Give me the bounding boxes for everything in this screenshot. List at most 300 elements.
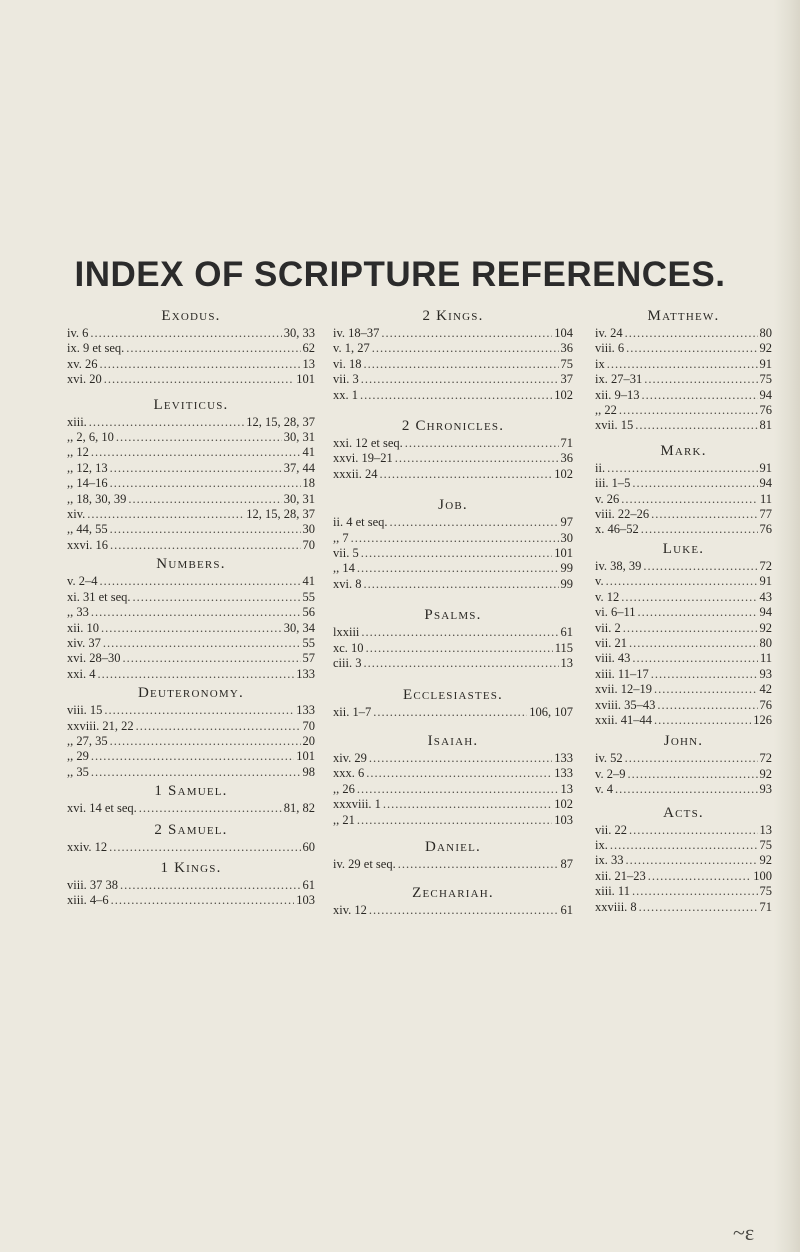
dot-leader [91, 605, 301, 620]
index-section [595, 806, 772, 915]
dot-leader [635, 418, 757, 433]
index-entry [67, 605, 315, 620]
book-heading: Leviticus. [153, 396, 229, 413]
scripture-reference: xxxii. 24 [333, 466, 378, 481]
index-entry [595, 605, 772, 620]
scripture-reference: v. 2–4 [67, 574, 98, 589]
page-numbers: 76 [759, 522, 772, 537]
page-numbers: 103 [296, 893, 315, 908]
scripture-reference: v. 4 [595, 782, 613, 797]
dot-leader [619, 403, 758, 418]
dot-leader [390, 515, 559, 530]
dot-leader [651, 507, 757, 522]
scripture-reference: vii. 22 [595, 822, 627, 837]
index-entry [595, 713, 772, 728]
index-entry [595, 636, 772, 651]
index-entry [67, 357, 315, 372]
scripture-reference: ,, 12, 13 [67, 460, 108, 475]
scripture-reference: xi. 31 et seq. [67, 589, 131, 604]
index-entry [595, 651, 772, 666]
dot-leader [91, 445, 301, 460]
index-entry [595, 900, 772, 915]
dot-leader [357, 782, 559, 797]
page-numbers: 92 [759, 766, 772, 781]
scripture-reference: xxviii. 21, 22 [67, 718, 134, 733]
page-numbers: 61 [560, 625, 573, 640]
scripture-reference: ,, 27, 35 [67, 733, 108, 748]
page-numbers: 92 [759, 853, 772, 868]
dot-leader [360, 388, 552, 403]
dot-leader [606, 574, 758, 589]
book-heading: Mark. [660, 442, 707, 459]
dot-leader [625, 853, 757, 868]
dot-leader [643, 559, 757, 574]
index-entry [67, 801, 315, 816]
dot-leader [91, 765, 301, 780]
page-numbers: 18 [302, 476, 315, 491]
index-entry [333, 436, 573, 451]
scripture-reference: ,, 33 [67, 605, 89, 620]
page-numbers: 77 [759, 507, 772, 522]
scripture-reference: xii. 9–13 [595, 387, 640, 402]
dot-leader [395, 451, 559, 466]
index-entry [595, 574, 772, 589]
page-numbers: 99 [560, 561, 573, 576]
dot-leader [621, 590, 757, 605]
scripture-reference: lxxiii [333, 625, 360, 640]
dot-leader [626, 341, 757, 356]
index-entry [595, 767, 772, 782]
index-entry [333, 656, 573, 671]
dot-leader [110, 522, 301, 537]
page-numbers: 37 [560, 372, 573, 387]
page-numbers: 75 [759, 837, 772, 852]
dot-leader [111, 893, 295, 908]
dot-leader [632, 884, 758, 899]
page-title: INDEX OF SCRIPTURE REFERENCES. [74, 255, 726, 295]
dot-leader [357, 813, 552, 828]
page-numbers: 102 [554, 387, 573, 402]
page-numbers: 76 [759, 697, 772, 712]
scripture-reference: xii. 21–23 [595, 868, 646, 883]
dot-leader [366, 766, 552, 781]
dot-leader [644, 372, 757, 387]
dot-leader [641, 388, 757, 403]
index-section [67, 398, 315, 554]
scripture-reference: v. 2–9 [595, 766, 626, 781]
page-numbers: 30 [302, 522, 315, 537]
index-entry [67, 415, 315, 430]
dot-leader [379, 467, 552, 482]
page-numbers: 71 [560, 436, 573, 451]
dot-leader [89, 415, 244, 430]
index-entry [333, 451, 573, 466]
page-numbers: 94 [759, 605, 772, 620]
page-numbers: 13 [759, 822, 772, 837]
scripture-reference: xiii. 4–6 [67, 893, 109, 908]
index-entry [595, 418, 772, 433]
index-entry [595, 869, 772, 884]
index-entry [333, 782, 573, 797]
scripture-reference: xvi. 28–30 [67, 651, 121, 666]
dot-leader [91, 749, 294, 764]
dot-leader [654, 713, 751, 728]
scripture-reference: viii. 6 [595, 341, 625, 356]
index-section [333, 688, 573, 720]
index-section [333, 734, 573, 828]
page-numbers: 98 [302, 764, 315, 779]
index-entry [333, 326, 573, 341]
scripture-reference: ,, 35 [67, 764, 89, 779]
book-heading: Daniel. [425, 838, 481, 855]
index-entry [67, 878, 315, 893]
dot-leader [87, 507, 244, 522]
dot-leader [641, 522, 758, 537]
page-numbers: 80 [759, 326, 772, 340]
index-entry [67, 636, 315, 651]
page-numbers: 92 [759, 341, 772, 356]
page-numbers: 81, 82 [283, 801, 315, 816]
page-numbers: 80 [759, 635, 772, 650]
scripture-reference: xxvi. 19–21 [333, 451, 393, 466]
scripture-reference: xiv. 12 [333, 903, 367, 918]
scripture-reference: ,, 26 [333, 781, 355, 796]
index-entry [67, 667, 315, 682]
dot-leader [607, 357, 758, 372]
scripture-reference: ix. 33 [595, 853, 624, 868]
index-section [67, 309, 315, 388]
index-entry [595, 751, 772, 766]
index-entry [67, 651, 315, 666]
page-corner-mark: ~ɛ [733, 1220, 755, 1245]
dot-leader [110, 461, 282, 476]
page-numbers: 76 [759, 403, 772, 418]
scripture-reference: ,, 29 [67, 749, 89, 764]
index-entry [333, 388, 573, 403]
index-entry [333, 531, 573, 546]
page-numbers: 61 [302, 877, 315, 892]
page-numbers: 101 [296, 749, 315, 764]
index-entry [67, 749, 315, 764]
index-entry [333, 341, 573, 356]
scripture-reference: xxx. 6 [333, 766, 365, 781]
scripture-reference: iv. 38, 39 [595, 558, 642, 573]
page-numbers: 56 [302, 605, 315, 620]
index-entry [595, 372, 772, 387]
dot-leader [361, 372, 559, 387]
dot-leader [357, 561, 559, 576]
dot-leader [398, 857, 559, 872]
index-entry [67, 461, 315, 476]
book-heading: Zechariah. [412, 885, 494, 902]
index-entry [67, 538, 315, 553]
dot-leader [361, 546, 553, 561]
book-heading: Job. [438, 497, 468, 514]
book-heading: Exodus. [161, 308, 221, 324]
page-numbers: 99 [560, 576, 573, 591]
page-numbers: 101 [554, 546, 573, 561]
dot-leader [363, 656, 558, 671]
index-entry [333, 797, 573, 812]
scripture-reference: vi. 6–11 [595, 605, 636, 620]
scripture-reference: iv. 18–37 [333, 326, 380, 340]
index-entry [333, 751, 573, 766]
page-numbers: 13 [560, 656, 573, 671]
index-entry [67, 703, 315, 718]
scripture-reference: xiv. 37 [67, 635, 101, 650]
index-entry [333, 561, 573, 576]
scripture-reference: xii. 10 [67, 620, 99, 635]
scripture-reference: ii. [595, 460, 606, 475]
dot-leader [615, 782, 758, 797]
dot-leader [610, 838, 758, 853]
page-numbers: 12, 15, 28, 37 [246, 414, 315, 429]
page-numbers: 81 [759, 418, 772, 433]
page-numbers: 133 [296, 666, 315, 681]
index-entry [595, 522, 772, 537]
scripture-reference: ,, 14 [333, 561, 355, 576]
book-heading: John. [663, 733, 704, 750]
index-entry [67, 840, 315, 855]
index-section [67, 686, 315, 780]
scripture-reference: vii. 3 [333, 372, 359, 387]
index-entry [333, 577, 573, 592]
book-heading: Acts. [663, 804, 704, 821]
page-numbers: 75 [560, 356, 573, 371]
index-entry [595, 559, 772, 574]
index-section [67, 557, 315, 682]
page-numbers: 93 [759, 666, 772, 681]
index-section [333, 498, 573, 592]
page-numbers: 42 [759, 682, 772, 697]
index-entry [67, 734, 315, 749]
dot-leader [120, 878, 300, 893]
dot-leader [383, 797, 552, 812]
scripture-reference: vi. 18 [333, 356, 362, 371]
dot-leader [651, 667, 758, 682]
index-section [333, 309, 573, 403]
page-numbers: 133 [554, 766, 573, 781]
page-numbers: 92 [759, 620, 772, 635]
scripture-reference: vii. 5 [333, 546, 359, 561]
page-numbers: 30, 33 [283, 326, 315, 340]
dot-leader [122, 651, 300, 666]
dot-leader [351, 531, 559, 546]
scripture-reference: ,, 14–16 [67, 476, 108, 491]
index-section [333, 419, 573, 482]
page-numbers: 30, 31 [283, 491, 315, 506]
book-heading: Matthew. [647, 308, 720, 324]
dot-leader [373, 705, 527, 720]
page-numbers: 101 [296, 372, 315, 387]
index-entry [333, 857, 573, 872]
scripture-reference: xxviii. 8 [595, 899, 637, 914]
index-entry [595, 698, 772, 713]
scripture-reference: ix. 9 et seq. [67, 341, 125, 356]
index-section [67, 784, 315, 816]
index-entry [67, 522, 315, 537]
index-entry [333, 625, 573, 640]
index-entry [67, 445, 315, 460]
dot-leader [99, 357, 300, 372]
scripture-reference: viii. 37 38 [67, 877, 119, 892]
scripture-reference: xvii. 12–19 [595, 682, 652, 697]
dot-leader [109, 840, 300, 855]
scripture-reference: iii. 1–5 [595, 476, 631, 491]
scripture-reference: xiv. [67, 507, 86, 522]
dot-leader [405, 436, 559, 451]
scripture-reference: xiii. [67, 414, 87, 429]
page-numbers: 55 [302, 589, 315, 604]
dot-leader [126, 341, 300, 356]
page-numbers: 94 [759, 387, 772, 402]
index-entry [67, 574, 315, 589]
page-numbers: 75 [759, 884, 772, 899]
page-numbers: 72 [759, 751, 772, 766]
dot-leader [97, 667, 294, 682]
page-numbers: 133 [296, 703, 315, 718]
page-numbers: 30, 31 [283, 430, 315, 445]
dot-leader [110, 734, 301, 749]
scripture-reference: ix [595, 356, 605, 371]
page-numbers: 100 [753, 868, 772, 883]
page-numbers: 104 [554, 326, 573, 340]
index-entry [333, 705, 573, 720]
page-numbers: 106, 107 [529, 704, 573, 719]
page-numbers: 61 [560, 903, 573, 918]
index-entry [595, 341, 772, 356]
page-numbers: 97 [560, 515, 573, 530]
scripture-reference: xxxviii. 1 [333, 797, 381, 812]
page-numbers: 11 [759, 651, 772, 666]
scripture-reference: ix. [595, 837, 608, 852]
dot-leader [366, 641, 553, 656]
page-numbers: 93 [759, 782, 772, 797]
scripture-reference: viii. 43 [595, 651, 631, 666]
scripture-reference: ix. 27–31 [595, 372, 643, 387]
index-entry [333, 766, 573, 781]
dot-leader [116, 430, 282, 445]
scripture-reference: xx. 1 [333, 387, 358, 402]
index-entry [67, 507, 315, 522]
index-entry [595, 682, 772, 697]
index-entry [67, 341, 315, 356]
scripture-reference: ,, 21 [333, 812, 355, 827]
index-entry [595, 782, 772, 797]
book-heading: 1 Kings. [160, 859, 222, 876]
index-column-1 [67, 305, 315, 909]
page-numbers: 94 [759, 476, 772, 491]
dot-leader [136, 719, 301, 734]
page-numbers: 103 [554, 812, 573, 827]
index-entry [333, 515, 573, 530]
dot-leader [103, 636, 301, 651]
dot-leader [639, 900, 758, 915]
scripture-reference: x. 46–52 [595, 522, 639, 537]
page-numbers: 87 [560, 856, 573, 871]
index-entry [595, 326, 772, 341]
index-entry [67, 590, 315, 605]
index-entry [595, 492, 772, 507]
page-numbers: 41 [302, 445, 315, 460]
scripture-reference: xxi. 12 et seq. [333, 436, 403, 451]
page-numbers: 36 [560, 341, 573, 356]
index-entry [333, 546, 573, 561]
page-numbers: 57 [302, 651, 315, 666]
scripture-reference: xiv. 29 [333, 750, 367, 765]
page-numbers: 72 [759, 558, 772, 573]
dot-leader [381, 326, 552, 341]
page-numbers: 36 [560, 451, 573, 466]
page-numbers: 70 [302, 718, 315, 733]
index-entry [67, 372, 315, 387]
dot-leader [629, 823, 758, 838]
scripture-reference: ,, 7 [333, 530, 349, 545]
index-entry [595, 461, 772, 476]
scripture-reference: iv. 29 et seq. [333, 856, 396, 871]
dot-leader [110, 476, 301, 491]
index-entry [595, 667, 772, 682]
page-numbers: 133 [554, 750, 573, 765]
dot-leader [629, 636, 758, 651]
scripture-reference: vii. 21 [595, 635, 627, 650]
scripture-reference: xiii. 11–17 [595, 666, 649, 681]
index-entry [595, 403, 772, 418]
dot-leader [623, 621, 758, 636]
scripture-reference: viii. 15 [67, 703, 103, 718]
dot-leader [101, 621, 282, 636]
page-numbers: 11 [759, 491, 772, 506]
page-numbers: 30, 34 [283, 620, 315, 635]
index-section [595, 309, 772, 434]
page-edge [774, 0, 800, 1252]
scripture-reference: ,, 18, 30, 39 [67, 491, 127, 506]
dot-leader [648, 869, 752, 884]
page-numbers: 41 [302, 574, 315, 589]
index-section [67, 861, 315, 909]
dot-leader [627, 767, 757, 782]
dot-leader [90, 326, 281, 341]
dot-leader [363, 577, 558, 592]
scripture-reference: ,, 2, 6, 10 [67, 430, 114, 445]
index-section [595, 734, 772, 797]
scripture-reference: xii. 1–7 [333, 704, 372, 719]
page-numbers: 102 [554, 466, 573, 481]
dot-leader [99, 574, 300, 589]
book-heading: 2 Kings. [422, 308, 484, 324]
dot-leader [621, 492, 758, 507]
scripture-reference: xvi. 14 et seq. [67, 801, 137, 816]
book-heading: Isaiah. [427, 732, 479, 749]
scripture-reference: v. 1, 27 [333, 341, 370, 356]
page-numbers: 75 [759, 372, 772, 387]
page-numbers: 71 [759, 899, 772, 914]
scripture-reference: xc. 10 [333, 640, 364, 655]
scripture-reference: xxvi. 16 [67, 537, 108, 552]
scripture-reference: xvi. 8 [333, 576, 362, 591]
index-entry [333, 372, 573, 387]
scripture-reference: v. 26 [595, 491, 620, 506]
dot-leader [104, 372, 295, 387]
scripture-reference: xxii. 41–44 [595, 712, 652, 727]
book-heading: 2 Chronicles. [401, 418, 505, 435]
index-entry [333, 357, 573, 372]
dot-leader [128, 492, 281, 507]
dot-leader [607, 461, 757, 476]
dot-leader [133, 590, 301, 605]
index-entry [67, 765, 315, 780]
index-column-3 [595, 305, 772, 915]
